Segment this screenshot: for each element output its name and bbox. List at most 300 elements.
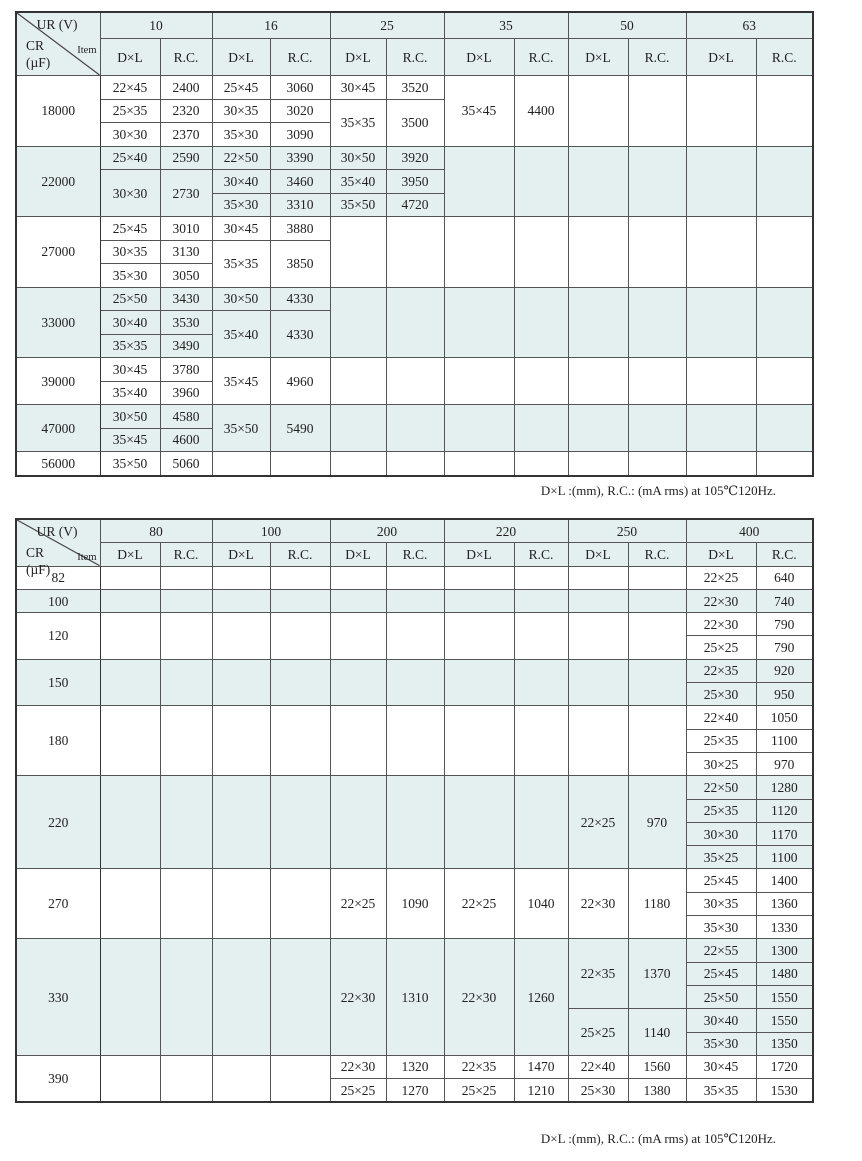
empty-cell (330, 217, 386, 288)
empty-cell (100, 1055, 160, 1102)
dimension-cell: 25×40 (100, 146, 160, 170)
dimension-cell: 22×40 (568, 1055, 628, 1078)
dxl-header: D×L (100, 39, 160, 76)
empty-cell (568, 217, 628, 288)
table-row (16, 589, 813, 612)
empty-cell (212, 939, 270, 1055)
empty-cell (160, 613, 212, 660)
dimension-cell: 35×40 (330, 170, 386, 194)
ripple-current-cell: 3020 (270, 99, 330, 123)
empty-cell (330, 589, 386, 612)
capacitance-cell: 220 (16, 776, 100, 869)
ripple-current-cell: 1550 (756, 1009, 813, 1032)
empty-cell (270, 566, 330, 589)
empty-cell (212, 452, 270, 476)
empty-cell (330, 566, 386, 589)
empty-cell (444, 287, 514, 358)
dimension-cell: 35×50 (212, 405, 270, 452)
ripple-current-cell: 3460 (270, 170, 330, 194)
empty-cell (568, 566, 628, 589)
dimension-cell: 25×25 (330, 1079, 386, 1103)
dimension-cell: 22×30 (686, 613, 756, 636)
ripple-current-cell: 4580 (160, 405, 212, 429)
ripple-current-cell: 1560 (628, 1055, 686, 1078)
empty-cell (686, 358, 756, 405)
ripple-current-cell: 3850 (270, 240, 330, 287)
dxl-header: D×L (686, 39, 756, 76)
capacitance-cell: 150 (16, 659, 100, 706)
empty-cell (444, 405, 514, 452)
ripple-current-cell: 3780 (160, 358, 212, 382)
empty-cell (160, 776, 212, 869)
empty-cell (756, 405, 813, 452)
empty-cell (628, 76, 686, 147)
dimension-cell: 30×35 (686, 892, 756, 915)
empty-cell (386, 566, 444, 589)
capacitance-cell: 18000 (16, 76, 100, 147)
capacitance-label: CR (26, 545, 45, 560)
capacitance-unit-label: (µF) (26, 562, 51, 577)
empty-cell (212, 613, 270, 660)
voltage-header: 400 (686, 519, 813, 543)
ripple-current-table-high-voltage (15, 518, 814, 1103)
header-row-voltage (16, 12, 813, 39)
dimension-cell: 35×30 (686, 1032, 756, 1055)
dimension-cell: 25×25 (444, 1079, 514, 1103)
dimension-cell: 30×40 (686, 1009, 756, 1032)
empty-cell (212, 659, 270, 706)
ripple-current-cell: 3310 (270, 193, 330, 217)
empty-cell (270, 613, 330, 660)
empty-cell (568, 287, 628, 358)
dimension-cell: 30×50 (330, 146, 386, 170)
empty-cell (444, 452, 514, 476)
dxl-header: D×L (330, 543, 386, 566)
empty-cell (628, 566, 686, 589)
ripple-current-cell: 1310 (386, 939, 444, 1055)
empty-cell (386, 452, 444, 476)
dimension-cell: 30×45 (212, 217, 270, 241)
table-row (16, 566, 813, 589)
empty-cell (514, 566, 568, 589)
dimension-cell: 35×30 (212, 193, 270, 217)
voltage-header: 250 (568, 519, 686, 543)
empty-cell (330, 706, 386, 776)
corner-header (16, 519, 100, 577)
ripple-current-cell: 950 (756, 683, 813, 706)
ripple-current-cell: 790 (756, 636, 813, 659)
empty-cell (330, 776, 386, 869)
rc-header: R.C. (160, 543, 212, 566)
table-note: D×L :(mm), R.C.: (mA rms) at 105℃120Hz. (540, 483, 776, 498)
dxl-header: D×L (444, 39, 514, 76)
ripple-current-cell: 640 (756, 566, 813, 589)
capacitance-cell: 33000 (16, 287, 100, 358)
empty-cell (212, 589, 270, 612)
rc-header: R.C. (514, 543, 568, 566)
dimension-cell: 22×35 (686, 659, 756, 682)
ripple-current-cell: 2400 (160, 76, 212, 100)
table-row (16, 358, 813, 382)
ripple-current-cell: 1360 (756, 892, 813, 915)
ripple-current-cell: 5060 (160, 452, 212, 476)
dimension-cell: 30×30 (100, 170, 160, 217)
dimension-cell: 25×45 (686, 869, 756, 892)
empty-cell (330, 613, 386, 660)
empty-cell (160, 706, 212, 776)
empty-cell (212, 1055, 270, 1102)
empty-cell (270, 589, 330, 612)
empty-cell (686, 146, 756, 217)
empty-cell (628, 452, 686, 476)
ripple-current-cell: 1480 (756, 962, 813, 985)
empty-cell (386, 217, 444, 288)
empty-cell (212, 776, 270, 869)
capacitance-cell: 82 (16, 566, 100, 589)
empty-cell (568, 589, 628, 612)
empty-cell (514, 146, 568, 217)
empty-cell (568, 452, 628, 476)
dimension-cell: 25×35 (686, 799, 756, 822)
empty-cell (444, 566, 514, 589)
ripple-current-cell: 1350 (756, 1032, 813, 1055)
dxl-header: D×L (330, 39, 386, 76)
empty-cell (514, 589, 568, 612)
voltage-header: 200 (330, 519, 444, 543)
dimension-cell: 22×25 (686, 566, 756, 589)
rated-voltage-label: UR (V) (36, 524, 78, 539)
dimension-cell: 35×35 (212, 240, 270, 287)
empty-cell (756, 217, 813, 288)
ripple-current-cell: 3920 (386, 146, 444, 170)
empty-cell (514, 776, 568, 869)
empty-cell (330, 287, 386, 358)
rc-header: R.C. (756, 39, 813, 76)
ripple-current-cell: 3530 (160, 311, 212, 335)
dimension-cell: 35×30 (212, 123, 270, 147)
table-row (16, 659, 813, 682)
empty-cell (514, 217, 568, 288)
item-label: Item (77, 45, 97, 56)
ripple-current-cell: 2590 (160, 146, 212, 170)
empty-cell (514, 452, 568, 476)
ripple-current-cell: 970 (628, 776, 686, 869)
dimension-cell: 25×50 (100, 287, 160, 311)
capacitance-cell: 56000 (16, 452, 100, 476)
empty-cell (330, 405, 386, 452)
voltage-header: 25 (330, 12, 444, 39)
capacitance-cell: 39000 (16, 358, 100, 405)
voltage-header: 50 (568, 12, 686, 39)
ripple-current-cell: 3500 (386, 99, 444, 146)
capacitance-label: CR (26, 38, 45, 53)
table-row (16, 452, 813, 476)
empty-cell (212, 869, 270, 939)
dimension-cell: 30×25 (686, 752, 756, 775)
table-row (16, 706, 813, 729)
dimension-cell: 25×30 (686, 683, 756, 706)
rated-voltage-label: UR (V) (36, 17, 78, 32)
ripple-current-cell: 3430 (160, 287, 212, 311)
dimension-cell: 25×25 (568, 1009, 628, 1056)
ripple-current-cell: 3050 (160, 264, 212, 288)
ripple-current-cell: 1280 (756, 776, 813, 799)
empty-cell (444, 706, 514, 776)
dimension-cell: 30×50 (100, 405, 160, 429)
voltage-header: 220 (444, 519, 568, 543)
empty-cell (330, 452, 386, 476)
ripple-current-cell: 1210 (514, 1079, 568, 1103)
table-row (16, 1055, 813, 1078)
empty-cell (628, 405, 686, 452)
header-row-item (16, 39, 813, 76)
empty-cell (386, 776, 444, 869)
dimension-cell: 35×35 (686, 1079, 756, 1103)
ripple-current-cell: 3010 (160, 217, 212, 241)
empty-cell (568, 146, 628, 217)
empty-cell (160, 939, 212, 1055)
empty-cell (270, 659, 330, 706)
empty-cell (100, 706, 160, 776)
rc-header: R.C. (514, 39, 568, 76)
dimension-cell: 22×50 (212, 146, 270, 170)
empty-cell (444, 659, 514, 706)
ripple-current-cell: 1140 (628, 1009, 686, 1056)
empty-cell (514, 659, 568, 706)
rc-header: R.C. (386, 543, 444, 566)
ripple-current-cell: 3960 (160, 381, 212, 405)
empty-cell (686, 76, 756, 147)
dxl-header: D×L (212, 543, 270, 566)
dimension-cell: 35×45 (100, 428, 160, 452)
empty-cell (100, 566, 160, 589)
dimension-cell: 22×40 (686, 706, 756, 729)
ripple-current-cell: 1270 (386, 1079, 444, 1103)
voltage-header: 80 (100, 519, 212, 543)
dimension-cell: 30×45 (100, 358, 160, 382)
empty-cell (100, 869, 160, 939)
empty-cell (386, 706, 444, 776)
dimension-cell: 22×30 (686, 589, 756, 612)
dimension-cell: 30×40 (212, 170, 270, 194)
dimension-cell: 35×50 (330, 193, 386, 217)
dimension-cell: 22×30 (330, 1055, 386, 1078)
item-label: Item (77, 552, 97, 563)
dxl-header: D×L (568, 39, 628, 76)
dimension-cell: 22×25 (330, 869, 386, 939)
empty-cell (686, 405, 756, 452)
table-row (16, 217, 813, 241)
empty-cell (270, 706, 330, 776)
dimension-cell: 30×40 (100, 311, 160, 335)
ripple-current-cell: 1530 (756, 1079, 813, 1103)
empty-cell (160, 869, 212, 939)
capacitance-cell: 27000 (16, 217, 100, 288)
dimension-cell: 22×50 (686, 776, 756, 799)
empty-cell (628, 589, 686, 612)
voltage-header: 100 (212, 519, 330, 543)
ripple-current-cell: 1300 (756, 939, 813, 962)
empty-cell (386, 659, 444, 706)
ripple-current-cell: 4720 (386, 193, 444, 217)
capacitance-cell: 330 (16, 939, 100, 1055)
capacitance-cell: 120 (16, 613, 100, 660)
empty-cell (756, 287, 813, 358)
ripple-current-cell: 1400 (756, 869, 813, 892)
empty-cell (628, 217, 686, 288)
header-row-item (16, 543, 813, 566)
empty-cell (628, 659, 686, 706)
empty-cell (444, 358, 514, 405)
dimension-cell: 22×30 (330, 939, 386, 1055)
ripple-current-cell: 2370 (160, 123, 212, 147)
table-row (16, 287, 813, 311)
dimension-cell: 25×35 (686, 729, 756, 752)
dimension-cell: 30×30 (100, 123, 160, 147)
dimension-cell: 35×45 (212, 358, 270, 405)
ripple-current-cell: 1550 (756, 985, 813, 1008)
capacitance-cell: 390 (16, 1055, 100, 1102)
rc-header: R.C. (270, 39, 330, 76)
ripple-current-cell: 1470 (514, 1055, 568, 1078)
rc-header: R.C. (756, 543, 813, 566)
dimension-cell: 30×30 (686, 822, 756, 845)
empty-cell (686, 287, 756, 358)
ripple-current-cell: 1040 (514, 869, 568, 939)
dimension-cell: 22×30 (568, 869, 628, 939)
empty-cell (568, 358, 628, 405)
empty-cell (568, 76, 628, 147)
dimension-cell: 22×35 (568, 939, 628, 1009)
dimension-cell: 22×25 (568, 776, 628, 869)
ripple-current-cell: 1380 (628, 1079, 686, 1103)
empty-cell (686, 217, 756, 288)
ripple-current-cell: 3490 (160, 334, 212, 358)
empty-cell (568, 706, 628, 776)
empty-cell (444, 589, 514, 612)
rc-header: R.C. (628, 39, 686, 76)
rc-header: R.C. (628, 543, 686, 566)
empty-cell (330, 659, 386, 706)
rc-header: R.C. (386, 39, 444, 76)
dxl-header: D×L (444, 543, 514, 566)
dimension-cell: 25×45 (212, 76, 270, 100)
dimension-cell: 25×25 (686, 636, 756, 659)
rc-header: R.C. (270, 543, 330, 566)
empty-cell (568, 405, 628, 452)
dxl-header: D×L (100, 543, 160, 566)
dimension-cell: 35×45 (444, 76, 514, 147)
empty-cell (514, 613, 568, 660)
ripple-current-cell: 1050 (756, 706, 813, 729)
voltage-header: 16 (212, 12, 330, 39)
ripple-current-cell: 3880 (270, 217, 330, 241)
dimension-cell: 30×45 (686, 1055, 756, 1078)
dimension-cell: 25×30 (568, 1079, 628, 1103)
dimension-cell: 35×35 (100, 334, 160, 358)
dimension-cell: 30×35 (100, 240, 160, 264)
empty-cell (514, 405, 568, 452)
ripple-current-cell: 790 (756, 613, 813, 636)
empty-cell (386, 287, 444, 358)
ripple-current-cell: 970 (756, 752, 813, 775)
empty-cell (386, 405, 444, 452)
capacitance-cell: 270 (16, 869, 100, 939)
dimension-cell: 22×55 (686, 939, 756, 962)
ripple-current-cell: 3090 (270, 123, 330, 147)
empty-cell (100, 659, 160, 706)
dimension-cell: 35×50 (100, 452, 160, 476)
capacitance-cell: 180 (16, 706, 100, 776)
voltage-header: 10 (100, 12, 212, 39)
dimension-cell: 35×40 (212, 311, 270, 358)
empty-cell (514, 358, 568, 405)
ripple-current-cell: 4330 (270, 311, 330, 358)
empty-cell (568, 613, 628, 660)
table-row (16, 76, 813, 100)
dimension-cell: 22×35 (444, 1055, 514, 1078)
empty-cell (756, 358, 813, 405)
empty-cell (212, 706, 270, 776)
empty-cell (100, 589, 160, 612)
empty-cell (514, 287, 568, 358)
empty-cell (756, 146, 813, 217)
ripple-current-cell: 2320 (160, 99, 212, 123)
ripple-current-cell: 2730 (160, 170, 212, 217)
empty-cell (270, 452, 330, 476)
table-row (16, 869, 813, 892)
ripple-current-cell: 1100 (756, 729, 813, 752)
empty-cell (444, 217, 514, 288)
table-row (16, 939, 813, 962)
ripple-current-cell: 3060 (270, 76, 330, 100)
empty-cell (270, 1055, 330, 1102)
corner-header (16, 12, 100, 76)
dimension-cell: 30×35 (212, 99, 270, 123)
empty-cell (514, 706, 568, 776)
empty-cell (160, 566, 212, 589)
table-row (16, 613, 813, 636)
ripple-current-cell: 1320 (386, 1055, 444, 1078)
ripple-current-cell: 1090 (386, 869, 444, 939)
ripple-current-table-low-voltage (15, 11, 814, 477)
capacitance-unit-label: (µF) (26, 55, 51, 70)
ripple-current-cell: 3520 (386, 76, 444, 100)
empty-cell (160, 1055, 212, 1102)
empty-cell (568, 659, 628, 706)
ripple-current-cell: 3390 (270, 146, 330, 170)
empty-cell (756, 76, 813, 147)
ripple-current-cell: 1330 (756, 916, 813, 939)
dxl-header: D×L (686, 543, 756, 566)
ripple-current-cell: 1170 (756, 822, 813, 845)
dimension-cell: 22×45 (100, 76, 160, 100)
empty-cell (270, 939, 330, 1055)
ripple-current-cell: 4960 (270, 358, 330, 405)
table-note: D×L :(mm), R.C.: (mA rms) at 105℃120Hz. (540, 1131, 776, 1146)
empty-cell (270, 869, 330, 939)
empty-cell (686, 452, 756, 476)
table-row (16, 776, 813, 799)
empty-cell (100, 939, 160, 1055)
empty-cell (386, 589, 444, 612)
ripple-current-cell: 740 (756, 589, 813, 612)
ripple-current-cell: 1260 (514, 939, 568, 1055)
dimension-cell: 35×40 (100, 381, 160, 405)
dimension-cell: 25×45 (686, 962, 756, 985)
dxl-header: D×L (212, 39, 270, 76)
empty-cell (160, 589, 212, 612)
